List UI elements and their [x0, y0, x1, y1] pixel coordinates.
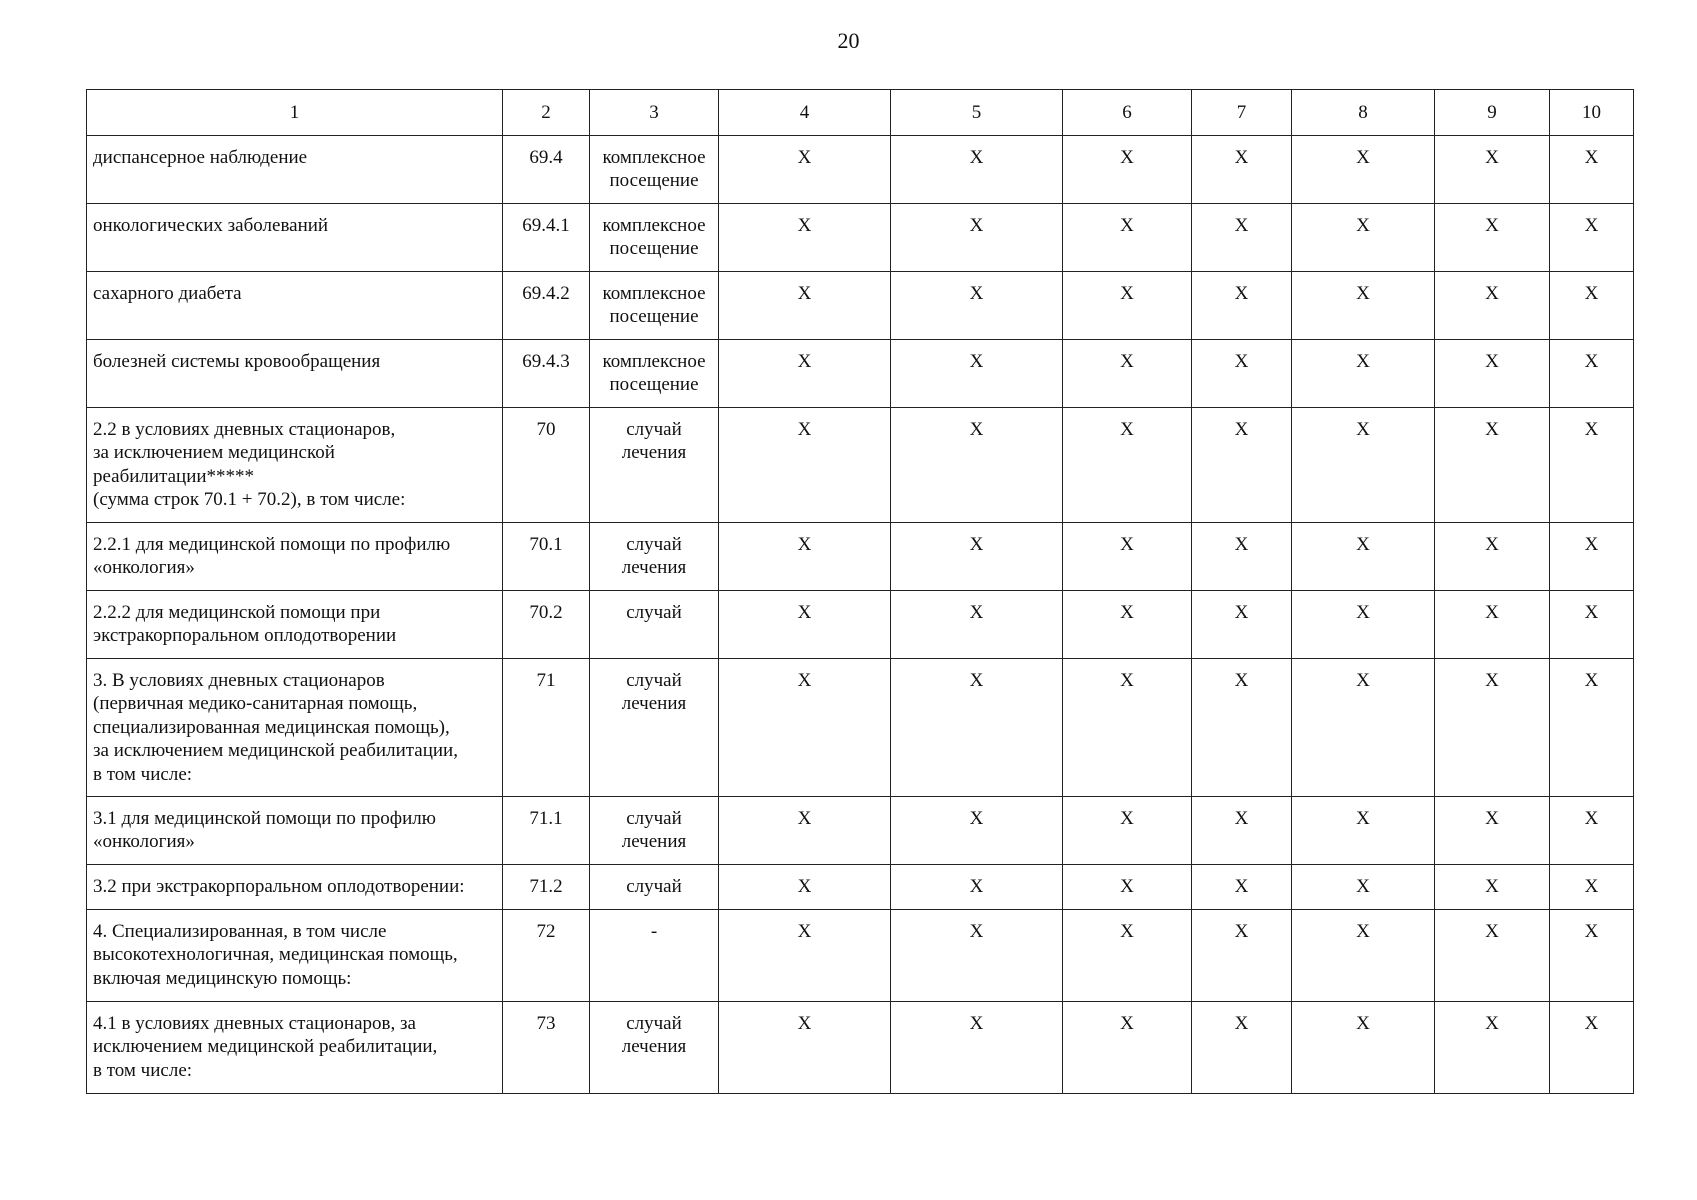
row-value-cell: X — [1292, 909, 1435, 1001]
row-unit-cell: комплексное посещение — [590, 271, 719, 339]
row-value-cell: X — [1292, 339, 1435, 407]
row-value-cell: X — [1192, 522, 1292, 590]
row-name-cell: 3. В условиях дневных стационаров (первичная медико-санитарная помощь, специализированная медицинская помощь), за исключением медицинской реабилитации, в том числе: — [87, 658, 503, 796]
row-value-cell: X — [1435, 658, 1550, 796]
table-row — [87, 909, 1634, 1001]
row-name-cell: 2.2.2 для медицинской помощи при экстракорпоральном оплодотворении — [87, 590, 503, 658]
column-header: 2 — [503, 90, 590, 136]
row-unit-cell: случай — [590, 864, 719, 909]
row-value-cell: X — [1192, 339, 1292, 407]
row-value-cell: X — [719, 339, 891, 407]
row-value-cell: X — [891, 407, 1063, 522]
table-row — [87, 135, 1634, 203]
row-value-cell: X — [719, 203, 891, 271]
row-value-cell: X — [1292, 1001, 1435, 1093]
row-value-cell: X — [1435, 135, 1550, 203]
row-value-cell: X — [719, 796, 891, 864]
row-code-cell: 71.2 — [503, 864, 590, 909]
row-code-cell: 70 — [503, 407, 590, 522]
row-value-cell: X — [1435, 796, 1550, 864]
row-value-cell: X — [719, 1001, 891, 1093]
row-value-cell: X — [1435, 909, 1550, 1001]
row-value-cell: X — [1550, 658, 1634, 796]
row-code-cell: 70.2 — [503, 590, 590, 658]
row-name-cell: 4.1 в условиях дневных стационаров, за исключением медицинской реабилитации, в том числе: — [87, 1001, 503, 1093]
column-header: 9 — [1435, 90, 1550, 136]
table-row — [87, 339, 1634, 407]
row-value-cell: X — [1063, 135, 1192, 203]
row-value-cell: X — [1550, 590, 1634, 658]
row-value-cell: X — [1435, 203, 1550, 271]
row-code-cell: 73 — [503, 1001, 590, 1093]
row-name-cell: 3.2 при экстракорпоральном оплодотворении: — [87, 864, 503, 909]
row-name-cell: 3.1 для медицинской помощи по профилю «онкология» — [87, 796, 503, 864]
column-header: 5 — [891, 90, 1063, 136]
row-value-cell: X — [1292, 271, 1435, 339]
row-value-cell: X — [891, 590, 1063, 658]
column-header: 4 — [719, 90, 891, 136]
column-header: 1 — [87, 90, 503, 136]
row-value-cell: X — [719, 864, 891, 909]
row-value-cell: X — [1550, 522, 1634, 590]
row-name-cell: 4. Специализированная, в том числе высокотехнологичная, медицинская помощь, включая медицинскую помощь: — [87, 909, 503, 1001]
row-value-cell: X — [1550, 135, 1634, 203]
row-value-cell: X — [1192, 203, 1292, 271]
row-unit-cell: комплексное посещение — [590, 135, 719, 203]
table-row — [87, 203, 1634, 271]
row-value-cell: X — [1550, 203, 1634, 271]
table-row — [87, 522, 1634, 590]
row-unit-cell: случай — [590, 590, 719, 658]
row-value-cell: X — [1292, 590, 1435, 658]
row-code-cell: 70.1 — [503, 522, 590, 590]
row-unit-cell: комплексное посещение — [590, 339, 719, 407]
table-row — [87, 1001, 1634, 1093]
row-value-cell: X — [1292, 203, 1435, 271]
row-value-cell: X — [1550, 864, 1634, 909]
row-value-cell: X — [891, 271, 1063, 339]
row-value-cell: X — [1192, 658, 1292, 796]
table-row — [87, 796, 1634, 864]
row-value-cell: X — [1292, 864, 1435, 909]
row-unit-cell: случай лечения — [590, 407, 719, 522]
row-value-cell: X — [1435, 271, 1550, 339]
column-header: 10 — [1550, 90, 1634, 136]
row-value-cell: X — [891, 135, 1063, 203]
row-value-cell: X — [1192, 1001, 1292, 1093]
row-value-cell: X — [891, 1001, 1063, 1093]
row-value-cell: X — [1292, 796, 1435, 864]
row-name-cell: 2.2.1 для медицинской помощи по профилю «онкология» — [87, 522, 503, 590]
row-value-cell: X — [1435, 590, 1550, 658]
row-value-cell: X — [1063, 590, 1192, 658]
row-value-cell: X — [1435, 1001, 1550, 1093]
row-value-cell: X — [1192, 864, 1292, 909]
row-value-cell: X — [1292, 407, 1435, 522]
row-code-cell: 71.1 — [503, 796, 590, 864]
row-code-cell: 72 — [503, 909, 590, 1001]
row-value-cell: X — [1063, 796, 1192, 864]
row-value-cell: X — [891, 864, 1063, 909]
row-value-cell: X — [1292, 658, 1435, 796]
row-value-cell: X — [1435, 522, 1550, 590]
column-header: 8 — [1292, 90, 1435, 136]
row-value-cell: X — [1063, 407, 1192, 522]
table-row — [87, 590, 1634, 658]
data-table — [86, 89, 1634, 1094]
row-code-cell: 69.4.2 — [503, 271, 590, 339]
row-value-cell: X — [1063, 658, 1192, 796]
row-name-cell: сахарного диабета — [87, 271, 503, 339]
row-value-cell: X — [1550, 796, 1634, 864]
header-row — [87, 90, 1634, 136]
row-value-cell: X — [1292, 522, 1435, 590]
row-value-cell: X — [719, 522, 891, 590]
row-value-cell: X — [1435, 339, 1550, 407]
row-name-cell: диспансерное наблюдение — [87, 135, 503, 203]
row-value-cell: X — [891, 658, 1063, 796]
row-unit-cell: случай лечения — [590, 796, 719, 864]
row-value-cell: X — [719, 271, 891, 339]
row-value-cell: X — [891, 796, 1063, 864]
row-unit-cell: комплексное посещение — [590, 203, 719, 271]
row-code-cell: 69.4.1 — [503, 203, 590, 271]
row-value-cell: X — [1550, 1001, 1634, 1093]
row-value-cell: X — [1192, 135, 1292, 203]
row-value-cell: X — [719, 135, 891, 203]
row-value-cell: X — [1550, 407, 1634, 522]
row-value-cell: X — [1063, 271, 1192, 339]
row-unit-cell: случай лечения — [590, 522, 719, 590]
row-value-cell: X — [891, 339, 1063, 407]
row-value-cell: X — [1192, 271, 1292, 339]
page-number: 20 — [837, 28, 860, 53]
row-value-cell: X — [1063, 1001, 1192, 1093]
row-name-cell: 2.2 в условиях дневных стационаров, за исключением медицинской реабилитации***** (сумма строк 70.1 + 70.2), в том числе: — [87, 407, 503, 522]
row-unit-cell: случай лечения — [590, 1001, 719, 1093]
column-header: 3 — [590, 90, 719, 136]
row-value-cell: X — [1550, 909, 1634, 1001]
row-value-cell: X — [1063, 203, 1192, 271]
row-value-cell: X — [1063, 909, 1192, 1001]
column-header: 6 — [1063, 90, 1192, 136]
table-row — [87, 407, 1634, 522]
row-value-cell: X — [1192, 909, 1292, 1001]
row-name-cell: болезней системы кровообращения — [87, 339, 503, 407]
row-code-cell: 69.4.3 — [503, 339, 590, 407]
row-value-cell: X — [719, 909, 891, 1001]
row-value-cell: X — [719, 407, 891, 522]
table-row — [87, 658, 1634, 796]
row-value-cell: X — [1192, 590, 1292, 658]
row-value-cell: X — [719, 590, 891, 658]
table-row — [87, 864, 1634, 909]
row-value-cell: X — [1435, 407, 1550, 522]
row-name-cell: онкологических заболеваний — [87, 203, 503, 271]
row-code-cell: 69.4 — [503, 135, 590, 203]
row-value-cell: X — [1063, 339, 1192, 407]
row-value-cell: X — [1063, 864, 1192, 909]
row-value-cell: X — [1435, 864, 1550, 909]
row-value-cell: X — [1063, 522, 1192, 590]
row-value-cell: X — [1192, 407, 1292, 522]
row-value-cell: X — [891, 909, 1063, 1001]
row-value-cell: X — [891, 203, 1063, 271]
row-code-cell: 71 — [503, 658, 590, 796]
row-unit-cell: случай лечения — [590, 658, 719, 796]
row-unit-cell: - — [590, 909, 719, 1001]
row-value-cell: X — [1550, 271, 1634, 339]
row-value-cell: X — [1192, 796, 1292, 864]
row-value-cell: X — [1550, 339, 1634, 407]
row-value-cell: X — [719, 658, 891, 796]
row-value-cell: X — [1292, 135, 1435, 203]
column-header: 7 — [1192, 90, 1292, 136]
table-row — [87, 271, 1634, 339]
row-value-cell: X — [891, 522, 1063, 590]
